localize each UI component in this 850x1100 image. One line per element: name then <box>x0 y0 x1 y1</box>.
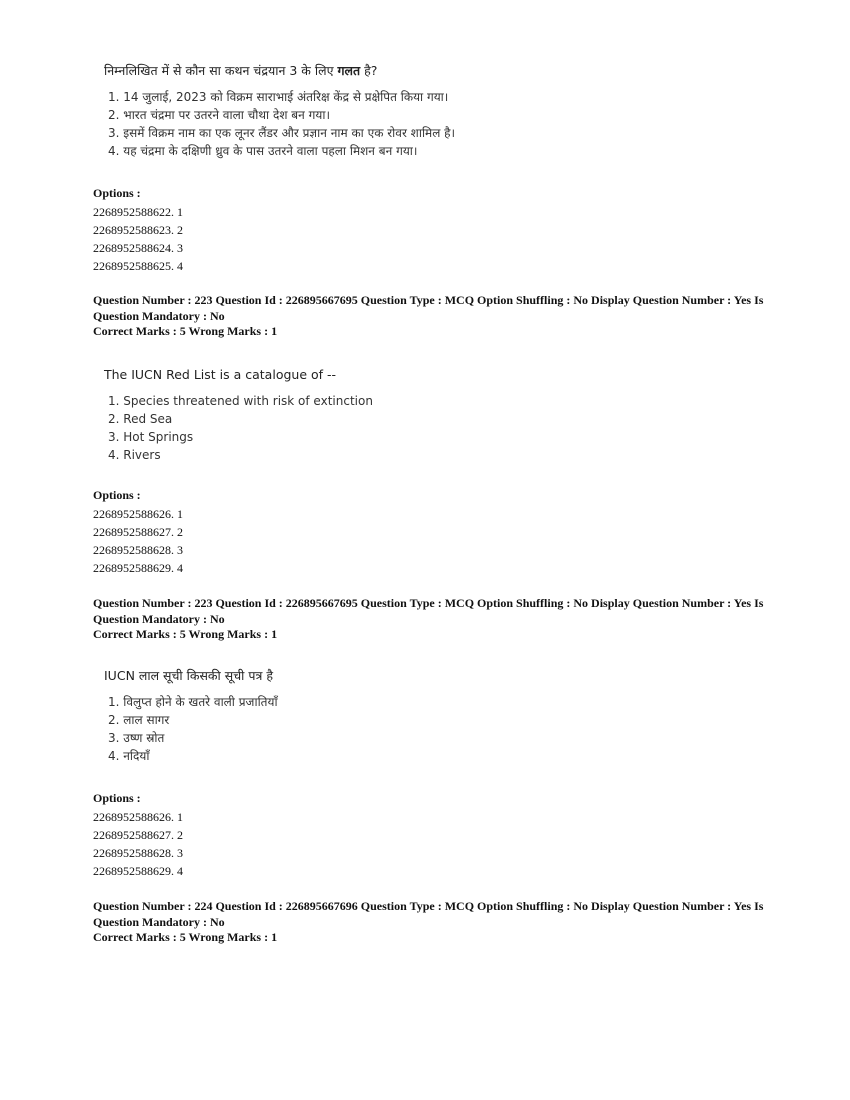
question-meta-3-line2: Question Mandatory : No <box>93 914 225 929</box>
question-1-text-bold: गलत <box>337 63 361 78</box>
question-3-text: IUCN लाल सूची किसकी सूची पत्र है <box>104 668 273 683</box>
question-3-choices <box>104 693 784 765</box>
question-3-choice-3: 3. उष्ण स्रोत <box>108 731 165 745</box>
question-1-text-post: है? <box>360 63 378 78</box>
option-id-1-3: 2268952588624. 3 <box>93 241 183 255</box>
question-meta-2-line3: Correct Marks : 5 Wrong Marks : 1 <box>93 627 278 641</box>
question-1-text-pre: निम्नलिखित में से कौन सा कथन चंद्रयान 3 के लिए <box>104 63 338 78</box>
option-id-3-3: 2268952588628. 3 <box>93 846 183 860</box>
options-title-3: Options : <box>93 791 141 805</box>
options-list-2 <box>93 486 183 577</box>
question-1-choice-4: 4. यह चंद्रमा के दक्षिणी ध्रुव के पास उतरने वाला पहला मिशन बन गया। <box>108 144 418 158</box>
question-3-choice-4: 4. नदियाँ <box>108 749 150 763</box>
question-1-choice-1: 1. 14 जुलाई, 2023 को विक्रम साराभाई अंतरिक्ष केंद्र से प्रक्षेपित किया गया। <box>108 90 449 104</box>
question-2-text: The IUCN Red List is a catalogue of -- <box>104 367 337 382</box>
question-meta-1-line3: Correct Marks : 5 Wrong Marks : 1 <box>93 324 278 338</box>
question-meta-1 <box>93 293 773 340</box>
option-id-3-4: 2268952588629. 4 <box>93 864 183 878</box>
option-id-2-3: 2268952588628. 3 <box>93 543 183 557</box>
question-meta-3-line3: Correct Marks : 5 Wrong Marks : 1 <box>93 930 278 944</box>
question-2-choice-1: 1. Species threatened with risk of extinction <box>108 394 373 408</box>
question-meta-1-line1: Question Number : 223 Question Id : 226895667695 Question Type : MCQ Option Shuffling : No Display Question Number : Yes Is <box>93 293 764 307</box>
question-3 <box>104 667 784 765</box>
option-id-2-2: 2268952588627. 2 <box>93 525 183 539</box>
question-3-choice-1: 1. विलुप्त होने के खतरे वाली प्रजातियाँ <box>108 695 278 709</box>
options-list-3 <box>93 789 183 880</box>
option-id-2-4: 2268952588629. 4 <box>93 561 183 575</box>
question-1 <box>104 62 784 160</box>
question-meta-1-line2: Question Mandatory : No <box>93 308 225 323</box>
option-id-1-4: 2268952588625. 4 <box>93 259 183 273</box>
question-2-choice-3: 3. Hot Springs <box>108 430 194 444</box>
options-list-1 <box>93 184 183 275</box>
question-1-choice-2: 2. भारत चंद्रमा पर उतरने वाला चौथा देश बन गया। <box>108 108 331 122</box>
question-meta-3-line1: Question Number : 224 Question Id : 226895667696 Question Type : MCQ Option Shuffling : No Display Question Number : Yes Is <box>93 899 764 913</box>
question-3-choice-2: 2. लाल सागर <box>108 713 170 727</box>
question-2-choice-4: 4. Rivers <box>108 448 161 462</box>
question-2-choices <box>104 392 784 464</box>
option-id-3-2: 2268952588627. 2 <box>93 828 183 842</box>
question-meta-2-line2: Question Mandatory : No <box>93 611 225 626</box>
option-id-1-2: 2268952588623. 2 <box>93 223 183 237</box>
question-2 <box>104 366 784 464</box>
option-id-1-1: 2268952588622. 1 <box>93 205 183 219</box>
question-2-choice-2: 2. Red Sea <box>108 412 173 426</box>
options-title-2: Options : <box>93 488 141 502</box>
option-id-2-1: 2268952588626. 1 <box>93 507 183 521</box>
question-meta-2-line1: Question Number : 223 Question Id : 226895667695 Question Type : MCQ Option Shuffling : No Display Question Number : Yes Is <box>93 596 764 610</box>
question-1-choice-3: 3. इसमें विक्रम नाम का एक लूनर लैंडर और प्रज्ञान नाम का एक रोवर शामिल है। <box>108 126 456 140</box>
question-meta-3 <box>93 899 773 946</box>
question-meta-2 <box>93 596 773 643</box>
question-1-choices <box>104 88 784 160</box>
question-1-text <box>104 62 784 80</box>
options-title-1: Options : <box>93 186 141 200</box>
option-id-3-1: 2268952588626. 1 <box>93 810 183 824</box>
